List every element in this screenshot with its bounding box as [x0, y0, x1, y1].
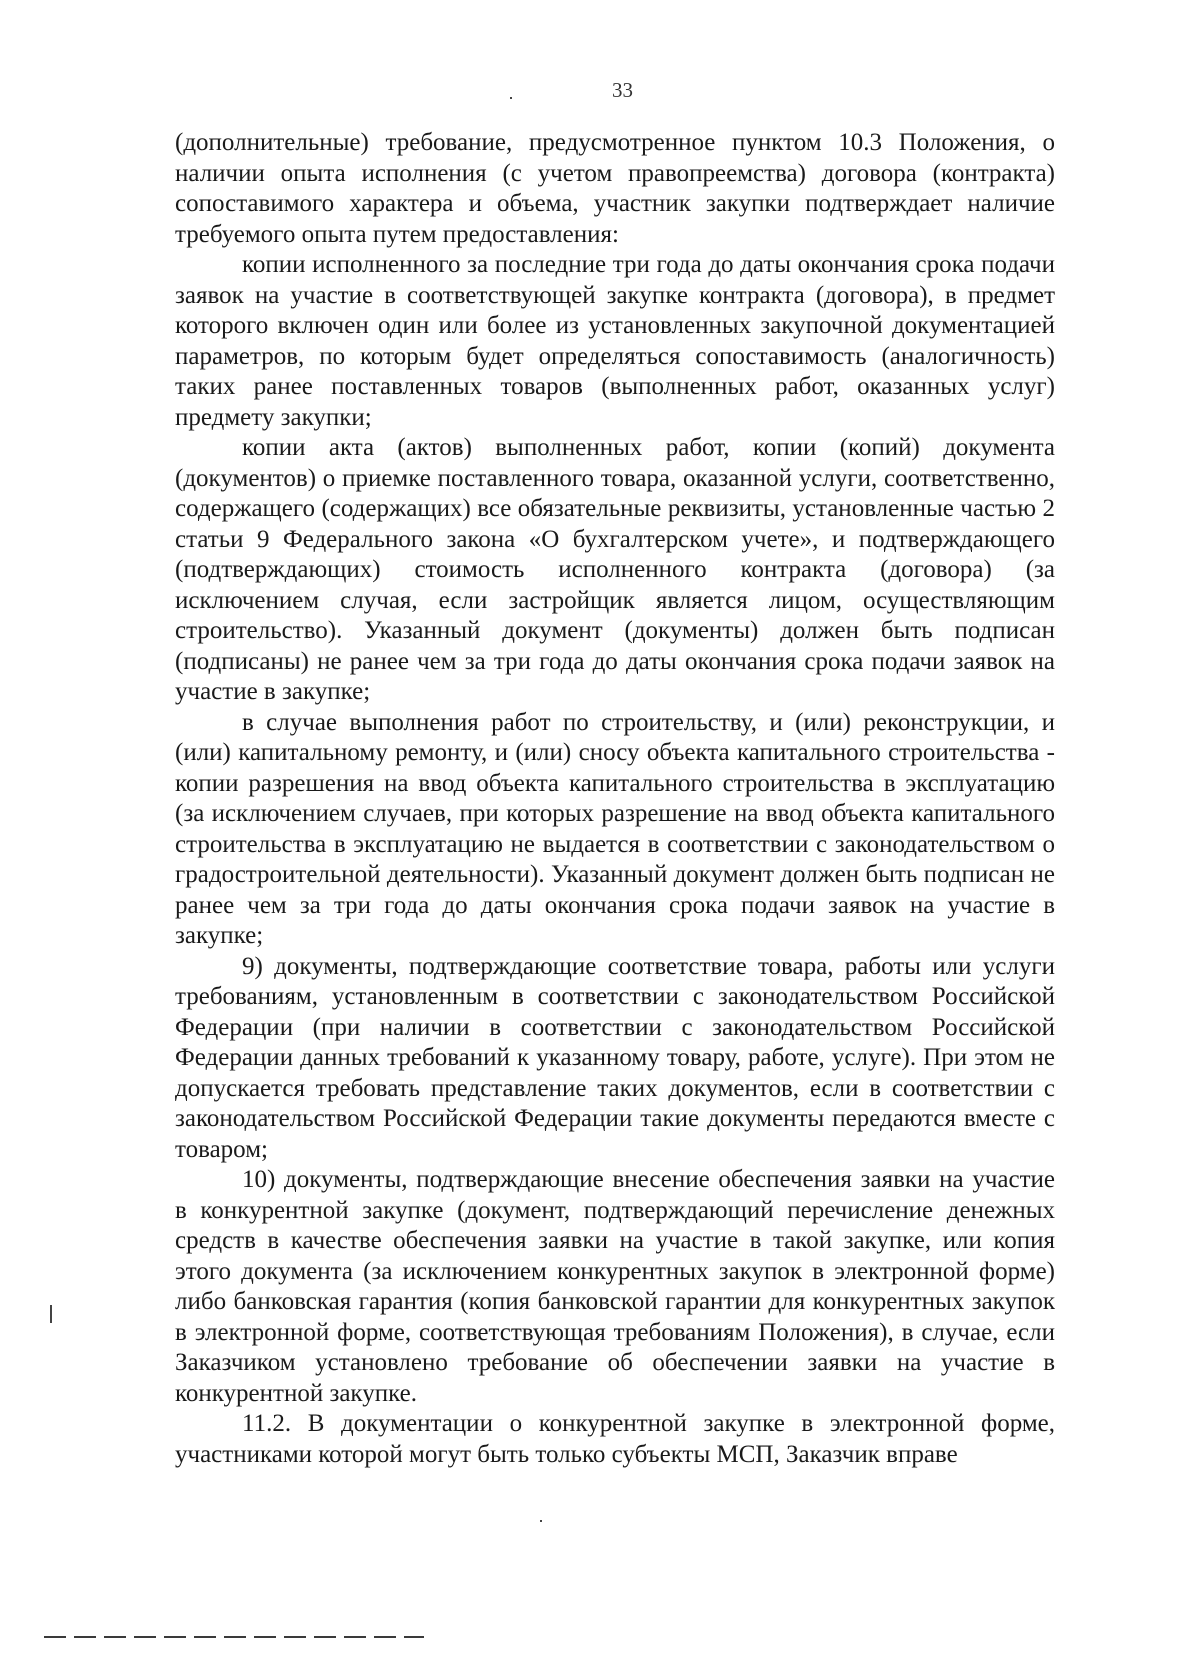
paragraph-item-10: 10) документы, подтверждающие внесение обеспечения заявки на участие в конкурентной закупке (документ, подтверждающий перечисление денежных средств в качестве обеспечения заявки на участие в такой закупке, или копия этого документа (за исключением конкурентных закупок в электронной форме) либо банковская гарантия (копия банковской гарантии для конкурентных закупок в электронной форме, соответствующая требованиям Положения), в случае, если Заказчиком установлено требование об обеспечении заявки на участие в конкурентной закупке. — [175, 1166, 1055, 1407]
paragraph-construction-permit: в случае выполнения работ по строительству, и (или) реконструкции, и (или) капитальному ремонту, и (или) сносу объекта капитального строительства - копии разрешения на ввод объекта капитального строительства в эксплуатацию (за исключением случаев, при которых разрешение на ввод объекта капитального строительства в эксплуатацию не выдается в соответствии с законодательством о градостроительной деятельности). Указанный документ должен быть подписан не ранее чем за три года до даты окончания срока подачи заявок на участие в закупке; — [175, 708, 1055, 949]
scan-artifact-dashes — [44, 1636, 424, 1638]
paragraph-continuation: (дополнительные) требование, предусмотренное пунктом 10.3 Положения, о наличии опыта исполнения (с учетом правопреемства) договора (контракта) сопоставимого характера и объема, участник закупки подтверждает наличие требуемого опыта путем предоставления: — [175, 129, 1055, 248]
paragraph-acts-copies: копии акта (актов) выполненных работ, копии (копий) документа (документов) о приемке поставленного товара, оказанной услуги, соответственно, содержащего (содержащих) все обязательные реквизиты, установленные частью 2 статьи 9 Федерального закона «О бухгалтерском учете», и подтверждающего (подтверждающих) стоимость исполненного контракта (договора) (за исключением случая, если застройщик является лицом, осуществляющим строительство). Указанный документ (документы) должен быть подписан (подписаны) не ранее чем за три года до даты окончания срока подачи заявок на участие в закупке; — [175, 434, 1055, 705]
paragraph-item-9: 9) документы, подтверждающие соответствие товара, работы или услуги требованиям, установленным в соответствии с законодательством Российской Федерации (при наличии в соответствии с законодательством Российской Федерации данных требований к указанному товару, работе, услуге). При этом не допускается требовать представление таких документов, если в соответствии с законодательством Российской Федерации такие документы передаются вместе с товаром; — [175, 952, 1055, 1163]
document-body — [175, 128, 1055, 1470]
page-number: 33 — [612, 78, 633, 102]
paragraph-contract-copies: копии исполненного за последние три года до даты окончания срока подачи заявок на участие в соответствующей закупке контракта (договора), в предмет которого включен один или более из установленных закупочной документацией параметров, по которым будет определяться сопоставимость (аналогичность) таких ранее поставленных товаров (выполненных работ, оказанных услуг) предмету закупки; — [175, 251, 1055, 431]
scan-artifact-dot — [540, 1520, 542, 1522]
paragraph-11-2: 11.2. В документации о конкурентной закупке в электронной форме, участниками которой могут быть только субъекты МСП, Заказчик вправе — [175, 1410, 1055, 1468]
scan-artifact-line — [50, 1305, 52, 1323]
scan-artifact-dot — [510, 97, 512, 99]
